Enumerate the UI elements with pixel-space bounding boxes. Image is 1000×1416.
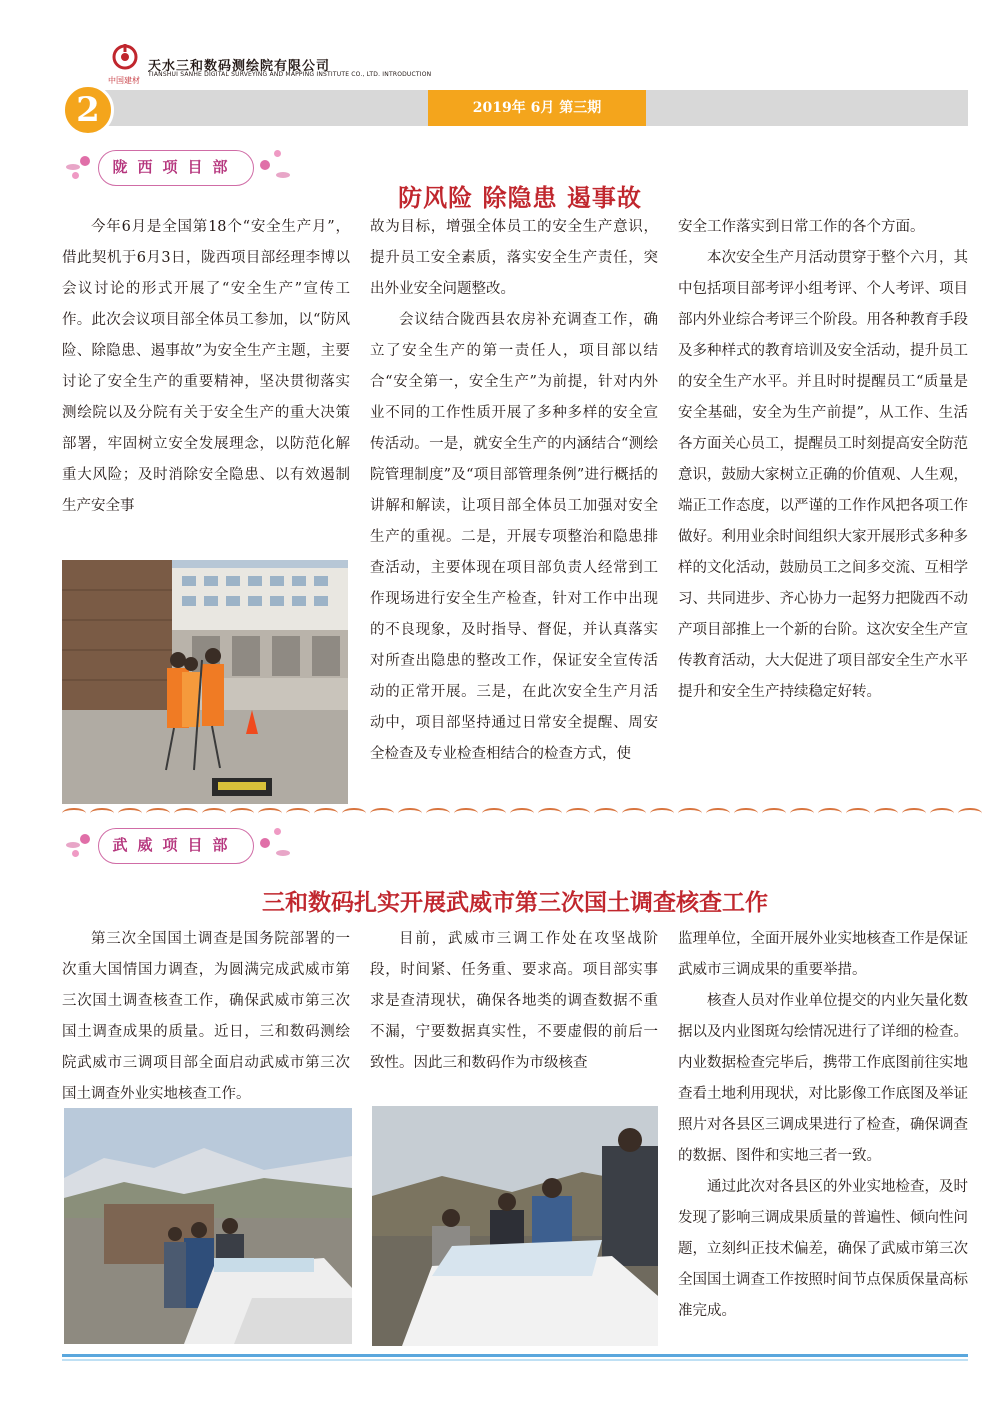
photo-field-check-1	[64, 1108, 352, 1344]
divider-wave	[706, 808, 730, 819]
photo-surveyors-image	[62, 560, 348, 804]
divider-wave	[762, 808, 786, 819]
divider-wave	[62, 808, 86, 819]
divider-wave	[874, 808, 898, 819]
photo-field-check-image	[64, 1108, 352, 1344]
divider-wave	[650, 808, 674, 819]
paragraph: 目前，武威市三调工作处在攻坚战阶段，时间紧、任务重、要求高。项目部实事求是查清现状，确保各地类的调查数据不重不漏，宁要数据真实性，不要虚假的前后一致性。因此三和数码作为市级核查	[370, 931, 658, 1071]
divider-wave	[790, 808, 814, 819]
photo-field-check-image	[372, 1106, 658, 1346]
paragraph: 安全工作落实到日常工作的各个方面。	[678, 219, 925, 235]
section-tag-label: 武威项目部	[112, 836, 238, 854]
paragraph: 通过此次对各县区的外业实地检查，及时发现了影响三调成果质量的普遍性、倾向性问题，立刻纠正技术偏差，确保了武威市第三次全国国土调查工作按照时间节点保质保量高标准完成。	[678, 1179, 968, 1319]
article2-column-1	[62, 924, 350, 1110]
company-logo-icon	[112, 44, 138, 70]
divider-wave	[426, 808, 450, 819]
divider-wave	[314, 808, 338, 819]
divider-wave	[846, 808, 870, 819]
photo-field-check-2	[372, 1106, 658, 1346]
article1-column-2	[370, 212, 658, 770]
footer-rule-light	[62, 1359, 968, 1361]
divider-wave	[678, 808, 702, 819]
article1-column-1	[62, 212, 350, 522]
logo-caption: 中国建材	[108, 76, 140, 85]
divider-wave	[734, 808, 758, 819]
section-tag-longxi	[62, 146, 302, 190]
section-divider	[62, 806, 968, 820]
flower-icon	[80, 156, 90, 166]
divider-wave	[202, 808, 226, 819]
divider-wave	[258, 808, 282, 819]
paragraph: 本次安全生产月活动贯穿于整个六月，其中包括项目部考评小组考评、个人考评、项目部内外业综合考评三个阶段。用各种教育手段及多种样式的教育培训及安全活动，提升员工的安全生产水平。并且时时提醒员工“质量是安全基础，安全为生产前提”，从工作、生活各方面关心员工，提醒员工时刻提高安全防范意识，鼓励大家树立正确的价值观、人生观，端正工作态度，以严谨的工作作风把各项工作做好。利用业余时间组织大家开展形式多种多样的文化活动，鼓励员工之间多交流、互相学习、共同进步、齐心协力一起努力把陇西不动产项目部推上一个新的台阶。这次安全生产宣传教育活动，大大促进了项目部安全生产水平提升和安全生产持续稳定好转。	[678, 250, 968, 700]
divider-wave	[594, 808, 618, 819]
paragraph: 监理单位，全面开展外业实地核查工作是保证武威市三调成果的重要举措。	[678, 931, 968, 978]
company-name-english: TIANSHUI SANHE DIGITAL SURVEYING AND MAPPING INSTITUTE CO., LTD. INTRODUCTION	[148, 71, 432, 78]
flower-icon	[260, 160, 270, 170]
company-name: 天水三和数码测绘院有限公司	[148, 59, 331, 74]
article1-column-3	[678, 212, 968, 708]
divider-wave	[566, 808, 590, 819]
divider-wave	[118, 808, 142, 819]
paragraph: 会议结合陇西县农房补充调查工作，确立了安全生产的第一责任人，项目部以结合“安全第一，安全生产”为前提，针对内外业不同的工作性质开展了多种多样的安全宣传活动。一是，就安全生产的内涵结合“测绘院管理制度”及“项目部管理条例”进行概括的讲解和解读，让项目部全体员工加强对安全生产的重视。二是，开展专项整治和隐患排查活动，主要体现在项目部负责人经常到工作现场进行安全生产检查，针对工作中出现的不良现象，及时指导、督促，并认真落实对所查出隐患的整改工作，保证安全宣传活动的正常开展。三是，在此次安全生产月活动中，项目部坚持通过日常安全提醒、周安全检查及专业检查相结合的检查方式，使	[370, 312, 658, 762]
divider-wave	[286, 808, 310, 819]
section-tag-wuwei	[62, 824, 302, 868]
paragraph: 今年6月是全国第18个“安全生产月”，借此契机于6月3日，陇西项目部经理李博以会议讨论的形式开展了“安全生产”宣传工作。此次会议项目部全体员工参加，以“防风险、除隐患、遏事故”为安全生产主题，主要讨论了安全生产的重要精神，坚决贯彻落实测绘院以及分院有关于安全生产的重大决策部署，牢固树立安全发展理念，以防范化解重大风险；及时消除安全隐患、以有效遏制生产安全事	[62, 219, 350, 514]
flower-icon	[80, 834, 90, 844]
paragraph: 核查人员对作业单位提交的内业矢量化数据以及内业图斑勾绘情况进行了详细的检查。内业数据检查完毕后，携带工作底图前往实地查看土地利用现状，对比影像工作底图及举证照片对各县区三调成果进行了检查，确保调查的数据、图件和实地三者一致。	[678, 993, 968, 1164]
divider-wave	[370, 808, 394, 819]
issue-label: 2019年 6月 第三期	[472, 100, 602, 116]
divider-wave	[454, 808, 478, 819]
page-number: 2	[62, 84, 114, 136]
divider-wave	[958, 808, 982, 819]
divider-wave	[398, 808, 422, 819]
footer-rule	[62, 1354, 968, 1357]
section-tag-label: 陇西项目部	[112, 158, 238, 176]
divider-wave	[90, 808, 114, 819]
divider-wave	[342, 808, 366, 819]
divider-wave	[482, 808, 506, 819]
divider-wave	[174, 808, 198, 819]
divider-wave	[902, 808, 926, 819]
divider-wave	[510, 808, 534, 819]
article2-column-2	[370, 924, 658, 1079]
divider-wave	[622, 808, 646, 819]
divider-wave	[230, 808, 254, 819]
photo-surveyors-site	[62, 560, 348, 804]
divider-wave	[146, 808, 170, 819]
divider-wave	[538, 808, 562, 819]
article-title-1: 防风险 除隐患 遏事故	[398, 184, 642, 212]
flower-icon	[260, 838, 270, 848]
divider-wave	[818, 808, 842, 819]
paragraph: 第三次全国国土调查是国务院部署的一次重大国情国力调查，为圆满完成武威市第三次国土调查核查工作，确保武威市第三次国土调查成果的质量。近日，三和数码测绘院武威市三调项目部全面启动武威市第三次国土调查外业实地核查工作。	[62, 931, 350, 1102]
article-title-2: 三和数码扎实开展武威市第三次国土调查核查工作	[262, 890, 768, 916]
divider-wave	[930, 808, 954, 819]
paragraph: 故为目标，增强全体员工的安全生产意识，提升员工安全素质，落实安全生产责任，突出外业安全问题整改。	[370, 219, 658, 297]
article2-column-3	[678, 924, 968, 1327]
